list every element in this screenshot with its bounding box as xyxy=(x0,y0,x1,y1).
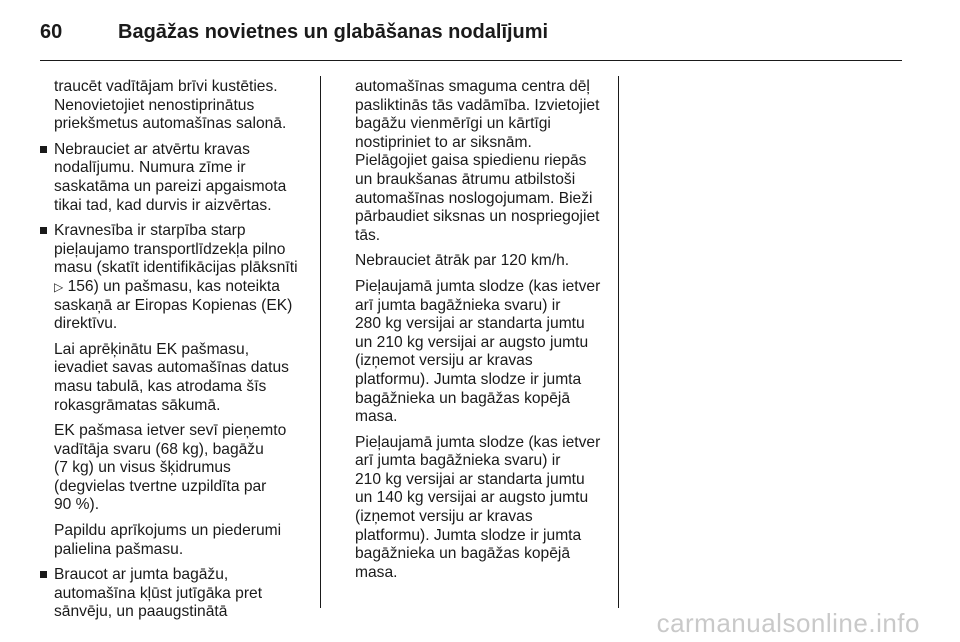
roof-load-paragraph-1 xyxy=(355,278,607,427)
text-line: palielina pašmasu. xyxy=(54,540,184,558)
text-line: masa. xyxy=(355,563,398,581)
text-line: Nebrauciet ar atvērtu kravas xyxy=(54,140,250,158)
text-line: (degvielas tvertne uzpildīta par xyxy=(54,477,267,495)
text-line: direktīvu. xyxy=(54,315,118,333)
bullet-item-payload xyxy=(40,222,312,559)
text-line: saskatāma un pareizi apgaismota xyxy=(54,177,287,195)
text-line: saskaņā ar Eiropas Kopienas (EK) xyxy=(54,296,293,314)
bullet-text xyxy=(54,141,312,215)
text-line: 210 kg versijai ar standarta jumtu xyxy=(355,470,585,488)
text-line: Papildu aprīkojums un piederumi xyxy=(54,522,282,540)
page-number: 60 xyxy=(40,21,63,43)
handling-paragraph xyxy=(355,78,607,245)
text-line: masu (skatīt identifikācijas plāksnīti xyxy=(54,259,298,277)
text-line: priekšmetus automašīnas salonā. xyxy=(54,115,287,133)
page-title: Bagāžas novietnes un glabāšanas nodalījumi xyxy=(118,21,549,43)
text-line: masa. xyxy=(355,408,398,426)
column-divider-left xyxy=(320,76,321,608)
text-line: Kravnesība ir starpība starp xyxy=(54,222,246,240)
text-line: pasliktinās tās vadāmība. Izvietojiet xyxy=(355,96,600,114)
bullet-square-icon xyxy=(40,146,47,153)
text-line: bagāžu vienmērīgi un kārtīgi xyxy=(355,115,551,133)
bullet-text xyxy=(54,566,312,622)
text-line: pieļaujamo transportlīdzekļa pilno xyxy=(54,240,286,258)
optional-equipment-paragraph xyxy=(54,522,312,559)
text-line: nostipriniet to ar siksnām. xyxy=(355,133,532,151)
speed-limit-paragraph xyxy=(355,252,607,271)
text-line: un 210 kg versijai ar augsto jumtu xyxy=(355,333,589,351)
text-line: nodalījumu. Numura zīme ir xyxy=(54,159,246,177)
text-line: vadītāja svaru (68 kg), bagāžu xyxy=(54,440,264,458)
page-reference-arrow-icon: ▷ xyxy=(54,279,64,294)
text-line: (izņemot versiju ar kravas xyxy=(355,352,533,370)
text-line: traucēt vadītājam brīvi kustēties. xyxy=(54,78,278,95)
text-line: un 140 kg versijai ar augsto jumtu xyxy=(355,489,589,507)
text-line: masu tabulā, kas atrodama šīs xyxy=(54,377,267,395)
text-line: Pieļaujamā jumta slodze (kas ietver xyxy=(355,433,601,451)
bullet-item-open-cargo xyxy=(40,141,312,215)
text-line: automašīna kļūst jutīgāka pret xyxy=(54,584,263,602)
text-line: rokasgrāmatas sākumā. xyxy=(54,396,221,414)
ec-kerb-weight-paragraph xyxy=(54,422,312,515)
text-line: automašīnas smaguma centra dēļ xyxy=(355,78,590,95)
text-line: Nenovietojiet nenostiprinātus xyxy=(54,96,255,114)
text-line: 156) un pašmasu, kas noteikta xyxy=(63,277,280,295)
text-line: automašīnas noslogojumam. Bieži xyxy=(355,189,593,207)
text-line: bagāžnieka un bagāžas kopējā xyxy=(355,389,571,407)
text-line: un braukšanas ātrumu atbilstoši xyxy=(355,170,576,188)
text-line: Braucot ar jumta bagāžu, xyxy=(54,566,229,584)
column-divider-right xyxy=(618,76,619,608)
text-line: Pieļaujamā jumta slodze (kas ietver xyxy=(355,277,601,295)
text-line: tās. xyxy=(355,226,381,244)
text-line: arī jumta bagāžnieka svaru) ir xyxy=(355,452,561,470)
text-line: ievadiet savas automašīnas datus xyxy=(54,359,289,377)
text-line: (izņemot versiju ar kravas xyxy=(355,508,533,526)
intro-paragraph xyxy=(40,78,312,134)
text-line: pārbaudiet siksnas un nospriegojiet xyxy=(355,208,600,226)
text-line: platformu). Jumta slodze ir jumta xyxy=(355,526,582,544)
text-line: sānvēju, un paaugstinātā xyxy=(54,603,228,621)
text-line: tikai tad, kad durvis ir aizvērtas. xyxy=(54,196,272,214)
page-header xyxy=(40,18,920,50)
bullet-square-icon xyxy=(40,227,47,234)
bullet-text xyxy=(54,222,312,334)
text-line: Nebrauciet ātrāk par 120 km/h. xyxy=(355,252,570,270)
text-line: 280 kg versijai ar standarta jumtu xyxy=(355,315,585,333)
text-line: 90 %). xyxy=(54,496,100,514)
text-line: (7 kg) un visus šķidrumus xyxy=(54,459,231,477)
watermark-text: carmanualsonline.info xyxy=(656,608,920,638)
bullet-square-icon xyxy=(40,571,47,578)
text-line: bagāžnieka un bagāžas kopējā xyxy=(355,545,571,563)
text-line: platformu). Jumta slodze ir jumta xyxy=(355,370,582,388)
text-line: EK pašmasa ietver sevī pieņemto xyxy=(54,422,287,440)
text-line: Pielāgojiet gaisa spiedienu riepās xyxy=(355,152,587,170)
header-divider xyxy=(40,60,902,61)
text-line: Lai aprēķinātu EK pašmasu, xyxy=(54,340,250,358)
right-column xyxy=(355,78,607,589)
roof-load-paragraph-2 xyxy=(355,434,607,583)
left-column xyxy=(40,78,312,629)
payload-calculation-paragraph xyxy=(54,341,312,415)
text-line: arī jumta bagāžnieka svaru) ir xyxy=(355,296,561,314)
bullet-item-roof-load xyxy=(40,566,312,622)
